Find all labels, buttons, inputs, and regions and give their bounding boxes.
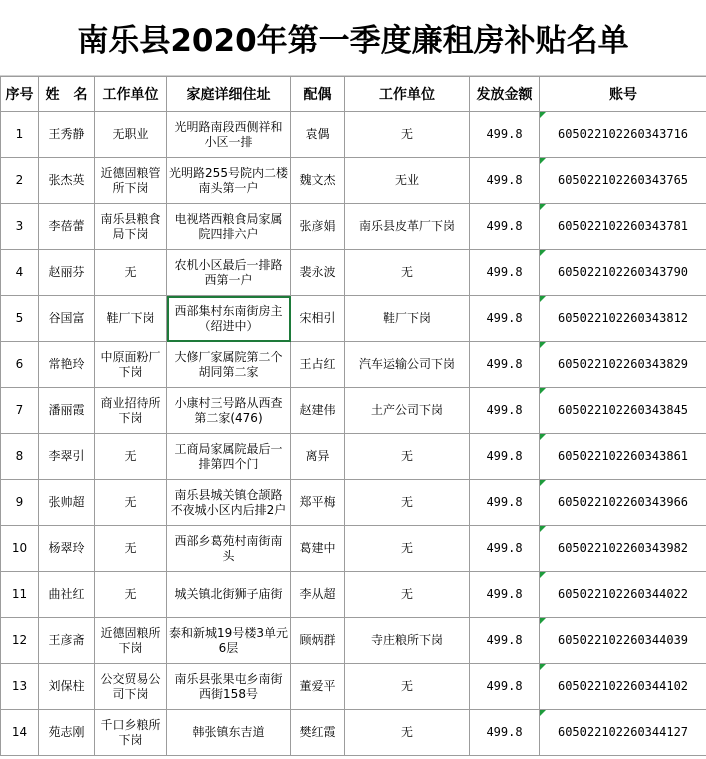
cell-spouse[interactable] [291,204,345,250]
cell-amount[interactable] [470,526,540,572]
cell-work-unit[interactable] [95,618,167,664]
cell-index[interactable] [1,664,39,710]
cell-spouse-work-unit[interactable] [345,342,470,388]
table-row [1,296,706,342]
cell-amount-text: 499.8 [486,265,523,279]
cell-address[interactable] [167,710,291,756]
header-account[interactable]: 账号 [540,77,706,112]
cell-account-text: 605022102260343790 [557,265,689,279]
cell-address[interactable] [167,480,291,526]
cell-work-unit[interactable] [95,710,167,756]
cell-spouse-work-unit-text: 无 [400,679,413,693]
cell-account-text: 605022102260343982 [557,541,689,555]
cell-spouse-work-unit[interactable] [345,296,470,342]
cell-address[interactable] [167,250,291,296]
number-as-text-marker-icon [540,618,546,624]
cell-amount-text: 499.8 [486,219,523,233]
cell-index[interactable] [1,572,39,618]
cell-spouse-work-unit-text: 寺庄粮所下岗 [370,633,443,647]
cell-account-text: 605022102260343781 [557,219,689,233]
cell-spouse-text: 葛建中 [299,541,336,555]
cell-index-text: 11 [11,587,28,601]
cell-spouse-work-unit[interactable] [345,572,470,618]
table-row [1,158,706,204]
cell-address[interactable] [167,434,291,480]
cell-name-text: 张杰英 [48,173,85,187]
number-as-text-marker-icon [540,296,546,302]
cell-account[interactable] [540,710,706,756]
cell-account[interactable] [540,112,706,158]
cell-name-text: 张帅超 [48,495,85,509]
cell-address-text: 韩张镇东吉道 [192,725,265,739]
cell-amount[interactable] [470,618,540,664]
cell-spouse[interactable] [291,572,345,618]
cell-index-text: 5 [15,311,24,325]
cell-account[interactable] [540,434,706,480]
cell-spouse-work-unit[interactable] [345,664,470,710]
cell-amount-text: 499.8 [486,495,523,509]
cell-spouse-work-unit-text: 无 [400,449,413,463]
cell-spouse-work-unit[interactable] [345,710,470,756]
cell-account-text: 605022102260343765 [557,173,689,187]
cell-work-unit[interactable] [95,572,167,618]
cell-work-unit-text: 公交贸易公司下岗 [100,671,161,701]
number-as-text-marker-icon [540,526,546,532]
cell-account-text: 605022102260343845 [557,403,689,417]
cell-amount-text: 499.8 [486,311,523,325]
cell-address-text: 城关镇北街狮子庙街 [174,587,283,601]
cell-name-text: 刘保柱 [48,679,85,693]
cell-amount-text: 499.8 [486,587,523,601]
cell-index-text: 4 [15,265,24,279]
cell-name[interactable] [39,618,95,664]
cell-name[interactable] [39,250,95,296]
table-row [1,480,706,526]
cell-address[interactable] [167,572,291,618]
cell-index-text: 1 [15,127,24,141]
table-row [1,526,706,572]
cell-index-text: 12 [11,633,28,647]
cell-spouse-work-unit-text: 无 [400,541,413,555]
cell-amount-text: 499.8 [486,725,523,739]
cell-spouse[interactable] [291,526,345,572]
cell-account-text: 605022102260344102 [557,679,689,693]
table-row [1,572,706,618]
cell-spouse-text: 魏文杰 [299,173,336,187]
number-as-text-marker-icon [540,572,546,578]
cell-work-unit[interactable] [95,434,167,480]
cell-work-unit-text: 鞋厂下岗 [106,311,155,325]
cell-amount-text: 499.8 [486,403,523,417]
cell-work-unit-text: 无 [124,495,137,509]
cell-spouse-work-unit-text: 无 [400,265,413,279]
cell-account[interactable] [540,618,706,664]
cell-spouse[interactable] [291,664,345,710]
table-row [1,250,706,296]
cell-index[interactable] [1,158,39,204]
cell-account-text: 605022102260343812 [557,311,689,325]
cell-spouse[interactable] [291,434,345,480]
number-as-text-marker-icon [540,204,546,210]
cell-name-text: 李蓓蕾 [48,219,85,233]
header-name[interactable]: 姓 名 [39,77,95,112]
cell-name[interactable] [39,710,95,756]
cell-work-unit-text: 无 [124,587,137,601]
cell-spouse[interactable] [291,250,345,296]
cell-index[interactable] [1,526,39,572]
cell-name-text: 赵丽芬 [48,265,85,279]
cell-name-text: 曲社红 [48,587,85,601]
cell-index[interactable] [1,434,39,480]
cell-spouse-work-unit-text: 无业 [394,173,419,187]
cell-address-text: 工商局家属院最后一排第四个门 [174,441,283,471]
cell-name[interactable] [39,204,95,250]
cell-account[interactable] [540,572,706,618]
cell-amount[interactable] [470,434,540,480]
cell-address-text: 光明路南段西侧祥和小区一排 [174,119,283,149]
cell-spouse-text: 裴永波 [299,265,336,279]
cell-spouse-text: 张彦娟 [299,219,336,233]
cell-address-text: 西部乡葛苑村南街南头 [174,533,283,563]
cell-amount[interactable] [470,572,540,618]
cell-name[interactable] [39,112,95,158]
cell-address[interactable] [167,158,291,204]
cell-index-text: 9 [15,495,24,509]
cell-address[interactable] [167,296,291,342]
header-index[interactable]: 序号 [1,77,39,112]
cell-spouse[interactable] [291,296,345,342]
cell-address-text: 南乐县城关镇仓颉路不夜城小区内后排2户 [170,487,287,517]
cell-spouse-work-unit[interactable] [345,526,470,572]
cell-spouse[interactable] [291,388,345,434]
cell-name-text: 谷国富 [48,311,85,325]
cell-work-unit[interactable] [95,664,167,710]
cell-spouse[interactable] [291,342,345,388]
number-as-text-marker-icon [540,664,546,670]
cell-amount[interactable] [470,342,540,388]
cell-index-text: 3 [15,219,24,233]
cell-index-text: 7 [15,403,24,417]
cell-address-text: 电视塔西粮食局家属院四排六户 [174,211,283,241]
header-amount[interactable]: 发放金额 [470,77,540,112]
cell-amount-text: 499.8 [486,357,523,371]
cell-amount-text: 499.8 [486,633,523,647]
cell-index[interactable] [1,250,39,296]
cell-work-unit[interactable] [95,526,167,572]
cell-account-text: 605022102260343829 [557,357,689,371]
cell-index-text: 13 [11,679,28,693]
cell-spouse-work-unit-text: 南乐县皮革厂下岗 [358,219,455,233]
cell-work-unit[interactable] [95,250,167,296]
cell-spouse-work-unit[interactable] [345,618,470,664]
cell-name-text: 常艳玲 [48,357,85,371]
cell-work-unit[interactable] [95,296,167,342]
cell-spouse-text: 郑平梅 [299,495,336,509]
cell-account[interactable] [540,480,706,526]
cell-amount[interactable] [470,296,540,342]
table-row [1,112,706,158]
table-row [1,434,706,480]
cell-spouse-text: 离异 [305,449,330,463]
cell-amount[interactable] [470,112,540,158]
cell-address[interactable] [167,388,291,434]
cell-address[interactable] [167,204,291,250]
cell-name[interactable] [39,480,95,526]
cell-amount[interactable] [470,664,540,710]
cell-spouse-work-unit[interactable] [345,388,470,434]
cell-spouse-work-unit[interactable] [345,158,470,204]
cell-work-unit[interactable] [95,480,167,526]
cell-spouse-text: 赵建伟 [299,403,336,417]
cell-work-unit-text: 千口乡粮所下岗 [100,717,161,747]
cell-amount[interactable] [470,388,540,434]
cell-work-unit-text: 近德固粮所下岗 [100,625,161,655]
cell-account-text: 605022102260344039 [557,633,689,647]
cell-spouse-text: 李从超 [299,587,336,601]
cell-work-unit-text: 无 [124,265,137,279]
cell-index[interactable] [1,112,39,158]
cell-account[interactable] [540,204,706,250]
cell-address-text: 西部集村东南街房主（绍进中） [174,303,283,333]
header-row [1,77,706,112]
cell-spouse-text: 袁偶 [305,127,330,141]
number-as-text-marker-icon [540,342,546,348]
cell-amount-text: 499.8 [486,679,523,693]
cell-account[interactable] [540,388,706,434]
cell-spouse-text: 顾炳群 [299,633,336,647]
cell-spouse[interactable] [291,480,345,526]
cell-spouse-work-unit-text: 汽车运输公司下岗 [358,357,455,371]
cell-name[interactable] [39,572,95,618]
number-as-text-marker-icon [540,434,546,440]
cell-address-text: 南乐县张果屯乡南街西街158号 [174,671,283,701]
cell-spouse-text: 樊红霞 [299,725,336,739]
cell-name[interactable] [39,526,95,572]
cell-account-text: 605022102260343861 [557,449,689,463]
cell-amount-text: 499.8 [486,449,523,463]
table-row [1,710,706,756]
cell-name-text: 杨翠玲 [48,541,85,555]
cell-address-text: 泰和新城19号楼3单元6层 [169,625,288,655]
cell-work-unit-text: 近德固粮管所下岗 [100,165,161,195]
header-spouse-work-unit[interactable]: 工作单位 [345,77,470,112]
cell-spouse-text: 董爱平 [299,679,336,693]
number-as-text-marker-icon [540,710,546,716]
cell-index-text: 2 [15,173,24,187]
cell-account[interactable] [540,526,706,572]
cell-spouse-work-unit[interactable] [345,112,470,158]
cell-index[interactable] [1,342,39,388]
cell-spouse-work-unit-text: 无 [400,127,413,141]
cell-amount[interactable] [470,480,540,526]
header-work-unit[interactable]: 工作单位 [95,77,167,112]
cell-work-unit-text: 无 [124,541,137,555]
cell-spouse[interactable] [291,710,345,756]
cell-account[interactable] [540,342,706,388]
cell-spouse-work-unit[interactable] [345,250,470,296]
cell-amount[interactable] [470,204,540,250]
cell-index-text: 6 [15,357,24,371]
header-address[interactable]: 家庭详细住址 [167,77,291,112]
cell-index[interactable] [1,710,39,756]
cell-amount-text: 499.8 [486,173,523,187]
cell-name[interactable] [39,388,95,434]
cell-work-unit[interactable] [95,112,167,158]
cell-address[interactable] [167,664,291,710]
cell-name[interactable] [39,434,95,480]
cell-name[interactable] [39,664,95,710]
cell-spouse[interactable] [291,618,345,664]
cell-spouse-text: 王占红 [299,357,336,371]
cell-index[interactable] [1,296,39,342]
cell-work-unit-text: 商业招待所下岗 [100,395,161,425]
cell-name-text: 苑志刚 [48,725,85,739]
cell-spouse-work-unit[interactable] [345,204,470,250]
table-row [1,618,706,664]
cell-address-text: 大修厂家属院第二个胡同第二家 [174,349,283,379]
cell-address-text: 农机小区最后一排路西第一户 [174,257,283,287]
cell-name-text: 潘丽霞 [48,403,85,417]
cell-spouse[interactable] [291,158,345,204]
cell-name-text: 李翠引 [48,449,85,463]
cell-spouse-text: 宋相引 [299,311,336,325]
sheet-title[interactable]: 南乐县2020年第一季度廉租房补贴名单 [0,0,706,76]
number-as-text-marker-icon [540,480,546,486]
cell-work-unit-text: 中原面粉厂下岗 [100,349,161,379]
cell-name[interactable] [39,296,95,342]
cell-spouse-work-unit-text: 鞋厂下岗 [382,311,431,325]
cell-index-text: 14 [11,725,28,739]
cell-work-unit[interactable] [95,342,167,388]
cell-work-unit[interactable] [95,388,167,434]
cell-name[interactable] [39,342,95,388]
cell-spouse-work-unit-text: 土产公司下岗 [370,403,443,417]
cell-account[interactable] [540,250,706,296]
cell-name-text: 王秀静 [48,127,85,141]
cell-address-text: 小康村三号路从西查第二家(476) [174,395,283,425]
header-spouse[interactable]: 配偶 [291,77,345,112]
cell-spouse-work-unit-text: 无 [400,725,413,739]
cell-address-text: 光明路255号院内二楼南头第一户 [169,165,288,195]
cell-spouse-work-unit[interactable] [345,434,470,480]
cell-work-unit-text: 南乐县粮食局下岗 [100,211,161,241]
cell-amount-text: 499.8 [486,541,523,555]
cell-address[interactable] [167,112,291,158]
cell-index[interactable] [1,204,39,250]
cell-name-text: 王彦斋 [48,633,85,647]
cell-account-text: 605022102260344127 [557,725,689,739]
cell-work-unit-text: 无职业 [112,127,149,141]
cell-account[interactable] [540,296,706,342]
cell-spouse-work-unit[interactable] [345,480,470,526]
number-as-text-marker-icon [540,112,546,118]
cell-address[interactable] [167,618,291,664]
cell-address[interactable] [167,342,291,388]
cell-amount-text: 499.8 [486,127,523,141]
cell-spouse[interactable] [291,112,345,158]
table-row [1,204,706,250]
cell-index[interactable] [1,480,39,526]
cell-name[interactable] [39,158,95,204]
cell-account[interactable] [540,158,706,204]
cell-amount[interactable] [470,710,540,756]
table-row [1,388,706,434]
cell-account-text: 605022102260344022 [557,587,689,601]
cell-amount[interactable] [470,158,540,204]
cell-work-unit[interactable] [95,158,167,204]
cell-account-text: 605022102260343716 [557,127,689,141]
number-as-text-marker-icon [540,388,546,394]
cell-index-text: 8 [15,449,24,463]
cell-spouse-work-unit-text: 无 [400,587,413,601]
data-table [0,76,706,756]
cell-index-text: 10 [11,541,28,555]
table-row [1,664,706,710]
cell-amount[interactable] [470,250,540,296]
cell-account[interactable] [540,664,706,710]
number-as-text-marker-icon [540,250,546,256]
cell-account-text: 605022102260343966 [557,495,689,509]
table-row [1,342,706,388]
cell-spouse-work-unit-text: 无 [400,495,413,509]
cell-address[interactable] [167,526,291,572]
cell-index[interactable] [1,388,39,434]
cell-work-unit[interactable] [95,204,167,250]
cell-work-unit-text: 无 [124,449,137,463]
cell-index[interactable] [1,618,39,664]
number-as-text-marker-icon [540,158,546,164]
